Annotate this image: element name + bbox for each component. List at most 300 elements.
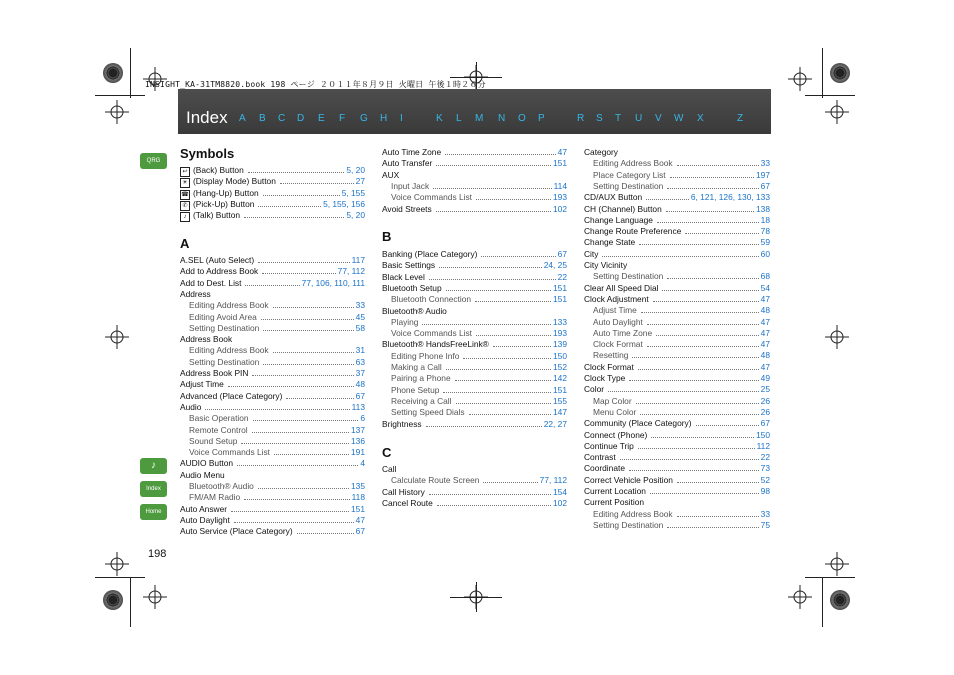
- index-entry[interactable]: [382, 498, 567, 508]
- page-reference-link[interactable]: 26: [760, 395, 770, 406]
- index-entry[interactable]: [391, 181, 567, 191]
- page-reference-link[interactable]: 113: [351, 401, 365, 412]
- index-entry[interactable]: [189, 312, 365, 322]
- page-reference-link[interactable]: 47: [557, 147, 567, 157]
- index-entry[interactable]: [584, 294, 770, 304]
- page-reference-link[interactable]: 77, 112: [539, 475, 567, 486]
- page-reference-link[interactable]: 133: [553, 316, 567, 327]
- page-reference-link[interactable]: 73: [760, 463, 770, 474]
- entry-label: Editing Address Book: [189, 300, 269, 311]
- page-reference-link[interactable]: 6, 121, 126, 130, 133: [690, 192, 770, 203]
- entry-label: Banking (Place Category): [382, 249, 478, 259]
- letter-link[interactable]: T: [615, 113, 622, 124]
- page-reference-link[interactable]: 25: [760, 384, 770, 395]
- index-entry[interactable]: [584, 283, 770, 293]
- leader-dots: [677, 516, 759, 517]
- page-reference-link[interactable]: 22: [760, 452, 770, 463]
- pick-up-icon: ✆: [180, 201, 190, 211]
- index-entry[interactable]: [180, 255, 365, 265]
- index-entry: [382, 170, 567, 180]
- leader-dots: [244, 499, 349, 500]
- page-reference-link[interactable]: 22, 27: [543, 418, 567, 429]
- entry-label: Color: [584, 384, 605, 395]
- page-reference-link[interactable]: 77, 106, 110, 111: [301, 277, 365, 288]
- index-entry: [382, 306, 567, 316]
- index-entry[interactable]: [584, 452, 770, 462]
- index-entry[interactable]: [593, 509, 770, 519]
- index-entry[interactable]: [584, 486, 770, 496]
- letter-link[interactable]: H: [380, 113, 388, 124]
- page-reference-link[interactable]: 22: [557, 271, 567, 282]
- index-entry[interactable]: [593, 317, 770, 327]
- page-reference-link[interactable]: 191: [351, 447, 365, 458]
- leader-dots: [263, 330, 353, 331]
- entry-label: CD/AUX Button: [584, 192, 643, 203]
- leader-dots: [677, 482, 759, 483]
- index-entry[interactable]: [180, 458, 365, 468]
- crosshair-icon: [825, 325, 849, 349]
- letter-link[interactable]: V: [655, 113, 662, 124]
- leader-dots: [653, 301, 759, 302]
- leader-dots: [274, 454, 349, 455]
- index-entry[interactable]: [391, 294, 567, 304]
- letter-link[interactable]: F: [339, 113, 346, 124]
- index-entry: [180, 470, 365, 480]
- page-reference-link[interactable]: 98: [760, 486, 770, 496]
- index-entry[interactable]: [180, 368, 365, 378]
- entry-label: City: [584, 248, 599, 259]
- entry-label: Change Route Preference: [584, 226, 682, 237]
- entry-label: Address Book: [180, 334, 233, 345]
- leader-dots: [608, 391, 759, 392]
- page-reference-link[interactable]: 193: [553, 328, 567, 339]
- entry-label: Current Position: [584, 497, 645, 508]
- letter-link[interactable]: A: [239, 113, 246, 124]
- index-button[interactable]: Index: [140, 481, 167, 497]
- index-entry[interactable]: [382, 487, 567, 497]
- leader-dots: [245, 285, 299, 286]
- index-entry[interactable]: [382, 249, 567, 259]
- leader-dots: [237, 465, 358, 466]
- entry-label: Brightness: [382, 418, 422, 429]
- leader-dots: [662, 290, 758, 291]
- leader-dots: [638, 448, 755, 449]
- page-reference-link[interactable]: 26: [760, 406, 770, 417]
- leader-dots: [286, 398, 353, 399]
- index-entry[interactable]: [584, 192, 770, 202]
- page-reference-link[interactable]: 77, 112: [337, 266, 365, 277]
- crosshair-icon: [105, 552, 129, 576]
- leader-dots: [446, 290, 551, 291]
- page-reference-link[interactable]: 75: [760, 519, 770, 530]
- index-entry[interactable]: [593, 158, 770, 168]
- index-entry[interactable]: [584, 441, 770, 451]
- page-reference-link[interactable]: 4: [360, 458, 365, 469]
- page-reference-link[interactable]: 45: [355, 311, 365, 322]
- page-reference-link[interactable]: 67: [355, 526, 365, 537]
- page-reference-link[interactable]: 197: [756, 169, 770, 180]
- leader-dots: [443, 392, 551, 393]
- page-reference-link[interactable]: 5, 155, 156: [323, 198, 365, 209]
- page-reference-link[interactable]: 147: [553, 407, 567, 418]
- letter-link[interactable]: U: [635, 113, 643, 124]
- page-reference-link[interactable]: 48: [760, 350, 770, 361]
- page-reference-link[interactable]: 151: [351, 503, 365, 514]
- page-reference-link[interactable]: 67: [557, 249, 567, 259]
- index-entry[interactable]: [180, 210, 365, 222]
- index-entry[interactable]: [593, 305, 770, 315]
- leader-dots: [656, 335, 759, 336]
- leader-dots: [636, 403, 759, 404]
- index-entry[interactable]: [391, 407, 567, 417]
- entry-label: Auto Daylight: [180, 514, 230, 525]
- entry-label: Add to Address Book: [180, 266, 259, 277]
- page-reference-link[interactable]: 155: [553, 395, 567, 406]
- leader-dots: [263, 364, 353, 365]
- page-reference-link[interactable]: 33: [760, 158, 770, 169]
- page-reference-link[interactable]: 152: [553, 362, 567, 372]
- section-heading-b: B: [382, 229, 392, 244]
- entry-label: Resetting: [593, 350, 629, 361]
- index-entry[interactable]: [189, 413, 365, 423]
- index-entry[interactable]: [593, 271, 770, 281]
- entry-label: Editing Address Book: [189, 345, 269, 356]
- index-entry[interactable]: [391, 328, 567, 338]
- index-entry[interactable]: [382, 283, 567, 293]
- entry-label: Correct Vehicle Position: [584, 474, 673, 485]
- index-entry[interactable]: [189, 447, 365, 457]
- leader-dots: [640, 414, 758, 415]
- page-reference-link[interactable]: 151: [553, 384, 567, 395]
- page-reference-link[interactable]: 142: [553, 373, 567, 384]
- page-reference-link[interactable]: 151: [553, 294, 567, 305]
- entry-label: Adjust Time: [593, 305, 637, 316]
- page-reference-link[interactable]: 18: [760, 214, 770, 225]
- index-entry[interactable]: [593, 181, 770, 191]
- index-entry[interactable]: [593, 396, 770, 406]
- page-reference-link[interactable]: 137: [351, 424, 365, 435]
- index-entry[interactable]: [189, 481, 365, 491]
- page-reference-link[interactable]: 47: [355, 514, 365, 525]
- page-reference-link[interactable]: 27: [355, 176, 365, 187]
- index-entry[interactable]: [584, 384, 770, 394]
- page-reference-link[interactable]: 6: [360, 413, 365, 424]
- letter-link[interactable]: D: [297, 113, 305, 124]
- page-reference-link[interactable]: 139: [553, 339, 567, 350]
- page-reference-link[interactable]: 112: [756, 440, 770, 451]
- page-reference-link[interactable]: 78: [760, 226, 770, 237]
- index-entry[interactable]: [189, 425, 365, 435]
- letter-link[interactable]: S: [596, 113, 603, 124]
- entry-label: Connect (Phone): [584, 429, 648, 440]
- entry-label: Input Jack: [391, 180, 430, 191]
- index-entry[interactable]: [391, 362, 567, 372]
- page-reference-link[interactable]: 47: [760, 293, 770, 304]
- leader-dots: [455, 380, 551, 381]
- letter-link[interactable]: Z: [737, 113, 744, 124]
- index-entry[interactable]: [180, 199, 365, 211]
- page-reference-link[interactable]: 49: [760, 373, 770, 383]
- entry-label: Community (Place Category): [584, 418, 692, 429]
- entry-label: Pairing a Phone: [391, 373, 451, 384]
- entry-label: Clock Adjustment: [584, 293, 649, 304]
- index-entry[interactable]: [391, 385, 567, 395]
- entry-label: Call History: [382, 486, 425, 497]
- leader-dots: [258, 206, 321, 207]
- index-entry[interactable]: [391, 475, 567, 485]
- index-entry[interactable]: [391, 317, 567, 327]
- qrg-button[interactable]: QRG: [140, 153, 167, 169]
- index-entry[interactable]: [180, 278, 365, 288]
- index-entry[interactable]: [180, 176, 365, 188]
- page-reference-link[interactable]: 60: [760, 248, 770, 259]
- page-reference-link[interactable]: 118: [351, 492, 365, 503]
- leader-dots: [667, 188, 758, 189]
- page-reference-link[interactable]: 48: [760, 305, 770, 316]
- index-entry[interactable]: [584, 362, 770, 372]
- page-reference-link[interactable]: 31: [355, 345, 365, 356]
- index-entry: [180, 289, 365, 299]
- entry-label: Clear All Speed Dial: [584, 282, 659, 293]
- leader-dots: [446, 369, 551, 370]
- index-entry[interactable]: [391, 396, 567, 406]
- leader-dots: [241, 443, 349, 444]
- page-reference-link[interactable]: 37: [355, 368, 365, 378]
- index-entry[interactable]: [180, 188, 365, 200]
- page-reference-link[interactable]: 102: [553, 203, 567, 214]
- entry-label: Calculate Route Screen: [391, 475, 480, 486]
- leader-dots: [244, 217, 344, 218]
- index-entry[interactable]: [382, 204, 567, 214]
- back-icon: ↩: [180, 167, 190, 177]
- index-entry[interactable]: [180, 379, 365, 389]
- index-entry[interactable]: [593, 407, 770, 417]
- page-reference-link[interactable]: 47: [760, 361, 770, 372]
- leader-dots: [685, 233, 758, 234]
- index-entry: [382, 464, 567, 474]
- letter-link[interactable]: R: [577, 113, 585, 124]
- crosshair-icon: [825, 100, 849, 124]
- letter-link[interactable]: G: [360, 113, 368, 124]
- leader-dots: [629, 380, 758, 381]
- leader-dots: [422, 324, 551, 325]
- page-reference-link[interactable]: 24, 25: [543, 260, 567, 271]
- leader-dots: [476, 199, 551, 200]
- leader-dots: [666, 211, 754, 212]
- entry-label: Contrast: [584, 452, 616, 463]
- leader-dots: [445, 154, 556, 155]
- page-reference-link[interactable]: 67: [760, 180, 770, 191]
- page-reference-link[interactable]: 151: [553, 282, 567, 293]
- entry-label: Clock Type: [584, 373, 626, 383]
- page-reference-link[interactable]: 150: [553, 350, 567, 361]
- entry-label: Making a Call: [391, 362, 442, 372]
- page-reference-link[interactable]: 102: [553, 497, 567, 508]
- page-reference-link[interactable]: 151: [553, 158, 567, 169]
- page-reference-link[interactable]: 67: [355, 390, 365, 401]
- index-entry[interactable]: [382, 158, 567, 168]
- page-reference-link[interactable]: 136: [351, 435, 365, 446]
- page-reference-link[interactable]: 114: [553, 180, 567, 191]
- letter-link[interactable]: E: [318, 113, 325, 124]
- index-entry[interactable]: [391, 351, 567, 361]
- index-entry[interactable]: [584, 249, 770, 259]
- index-entry[interactable]: [180, 402, 365, 412]
- index-entry[interactable]: [189, 323, 365, 333]
- leader-dots: [258, 262, 349, 263]
- index-entry[interactable]: [189, 436, 365, 446]
- index-entry[interactable]: [189, 300, 365, 310]
- letter-link[interactable]: M: [475, 113, 484, 124]
- entry-label: Basic Operation: [189, 413, 249, 424]
- page-reference-link[interactable]: 135: [351, 481, 365, 491]
- page-reference-link[interactable]: 59: [760, 237, 770, 248]
- page-reference-link[interactable]: 58: [355, 322, 365, 333]
- leader-dots: [667, 527, 758, 528]
- entry-label: Auto Answer: [180, 503, 228, 514]
- index-entry[interactable]: [382, 419, 567, 429]
- index-entry[interactable]: [584, 226, 770, 236]
- page-reference-link[interactable]: 33: [355, 300, 365, 311]
- leader-dots: [632, 357, 758, 358]
- entry-label: Receiving a Call: [391, 395, 452, 406]
- index-entry[interactable]: [180, 165, 365, 177]
- index-entry[interactable]: [584, 430, 770, 440]
- index-entry[interactable]: [584, 475, 770, 485]
- talk-icon: ♪: [180, 212, 190, 222]
- entry-label: Editing Phone Info: [391, 350, 460, 361]
- leader-dots: [493, 346, 551, 347]
- page-reference-link[interactable]: 150: [756, 429, 770, 440]
- home-button[interactable]: Home: [140, 504, 167, 520]
- leader-dots: [475, 301, 551, 302]
- index-entry[interactable]: [593, 350, 770, 360]
- page-reference-link[interactable]: 47: [760, 316, 770, 327]
- entry-label: City Vicinity: [584, 260, 628, 270]
- registration-dot-bl: [103, 590, 123, 610]
- letter-link[interactable]: N: [498, 113, 506, 124]
- leader-dots: [456, 403, 552, 404]
- leader-dots: [463, 358, 551, 359]
- entry-label: Address Book PIN: [180, 368, 249, 378]
- index-entry[interactable]: [593, 520, 770, 530]
- index-entry[interactable]: [584, 215, 770, 225]
- letter-link[interactable]: W: [674, 113, 684, 124]
- entry-label: Voice Commands List: [391, 192, 472, 203]
- page-reference-link[interactable]: 47: [760, 327, 770, 338]
- index-entry[interactable]: [391, 373, 567, 383]
- letter-link[interactable]: C: [278, 113, 286, 124]
- index-entry[interactable]: [584, 237, 770, 247]
- leader-dots: [429, 494, 551, 495]
- page-reference-link[interactable]: 68: [760, 271, 770, 282]
- entry-label: Setting Destination: [189, 322, 260, 333]
- index-entry[interactable]: [180, 266, 365, 276]
- leader-dots: [262, 273, 335, 274]
- index-entry[interactable]: [189, 345, 365, 355]
- index-entry[interactable]: [189, 492, 365, 502]
- entry-label: Editing Address Book: [593, 508, 673, 519]
- page-reference-link[interactable]: 47: [760, 339, 770, 350]
- leader-dots: [261, 319, 354, 320]
- leader-dots: [253, 420, 359, 421]
- index-entry[interactable]: [189, 357, 365, 367]
- index-entry[interactable]: [584, 418, 770, 428]
- leader-dots: [670, 177, 754, 178]
- crosshair-icon: [788, 585, 812, 609]
- index-entry[interactable]: [382, 272, 567, 282]
- index-entry[interactable]: [584, 373, 770, 383]
- index-entry[interactable]: [391, 192, 567, 202]
- entry-label: Bluetooth® Audio: [189, 481, 254, 491]
- index-entry[interactable]: [382, 260, 567, 270]
- letter-link[interactable]: O: [518, 113, 526, 124]
- index-entry[interactable]: [180, 515, 365, 525]
- letter-link[interactable]: L: [456, 113, 462, 124]
- voice-button[interactable]: [140, 458, 167, 474]
- letter-link[interactable]: X: [697, 113, 704, 124]
- entry-label: Category: [584, 147, 618, 157]
- index-entry[interactable]: [584, 463, 770, 473]
- page-reference-link[interactable]: 63: [355, 356, 365, 367]
- letter-link[interactable]: K: [436, 113, 443, 124]
- entry-label: Bluetooth® Audio: [382, 305, 447, 316]
- page-reference-link[interactable]: 5, 20: [346, 210, 365, 221]
- page-reference-link[interactable]: 48: [355, 379, 365, 390]
- page-reference-link[interactable]: 154: [553, 486, 567, 497]
- index-entry[interactable]: [180, 526, 365, 536]
- page-reference-link[interactable]: 193: [553, 192, 567, 203]
- entry-label: Avoid Streets: [382, 203, 432, 214]
- leader-dots: [629, 470, 759, 471]
- letter-link[interactable]: I: [400, 113, 403, 124]
- registration-dot-tl: [103, 63, 123, 83]
- index-entry[interactable]: [584, 204, 770, 214]
- letter-link[interactable]: P: [538, 113, 545, 124]
- leader-dots: [647, 324, 759, 325]
- page-reference-link[interactable]: 33: [760, 508, 770, 519]
- entry-label: Editing Avoid Area: [189, 311, 257, 322]
- page-reference-link[interactable]: 138: [756, 203, 770, 214]
- index-entry[interactable]: [180, 391, 365, 401]
- page-reference-link[interactable]: 52: [760, 474, 770, 485]
- index-entry[interactable]: [593, 339, 770, 349]
- crosshair-icon: [143, 585, 167, 609]
- index-entry[interactable]: [593, 170, 770, 180]
- page-title: Index: [186, 108, 228, 127]
- index-entry[interactable]: [382, 147, 567, 157]
- page-reference-link[interactable]: 5, 155: [341, 187, 365, 198]
- page-reference-link[interactable]: 67: [760, 418, 770, 429]
- entry-label: Adjust Time: [180, 379, 224, 390]
- leader-dots: [638, 369, 759, 370]
- index-entry[interactable]: [180, 504, 365, 514]
- leader-dots: [258, 488, 349, 489]
- page-reference-link[interactable]: 54: [760, 282, 770, 293]
- entry-label: AUDIO Button: [180, 458, 234, 469]
- index-entry[interactable]: [593, 328, 770, 338]
- leader-dots: [433, 188, 551, 189]
- entry-label: Black Level: [382, 271, 425, 282]
- index-entry[interactable]: [382, 339, 567, 349]
- letter-link[interactable]: B: [259, 113, 266, 124]
- leader-dots: [667, 278, 758, 279]
- page-reference-link[interactable]: 117: [351, 255, 365, 265]
- leader-dots: [657, 222, 759, 223]
- crosshair-icon: [105, 100, 129, 124]
- entry-label: Menu Color: [593, 406, 637, 417]
- page-reference-link[interactable]: 5, 20: [346, 165, 365, 175]
